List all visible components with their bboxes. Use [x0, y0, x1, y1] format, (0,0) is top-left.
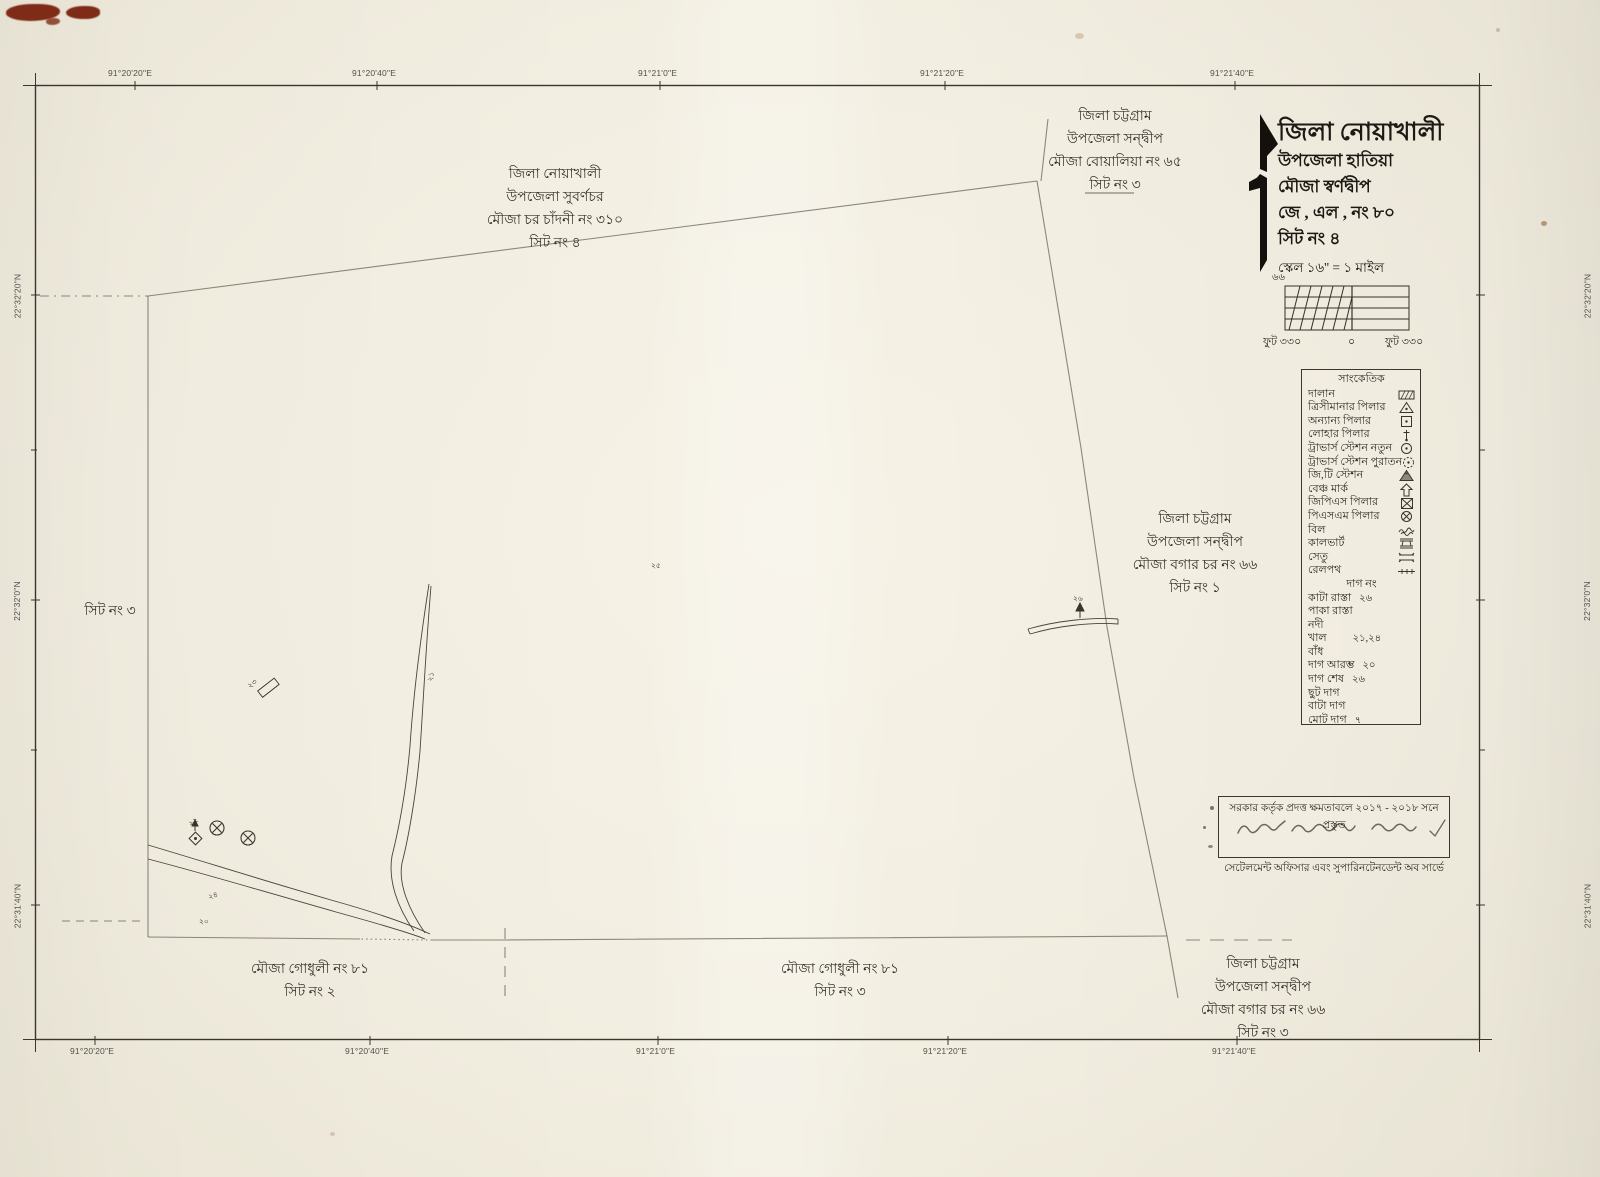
- coord-label-top: 91°20'20"E: [108, 68, 153, 78]
- boundary-south-dotted: [360, 939, 432, 940]
- legend-row: সেতু: [1308, 551, 1415, 565]
- title-district: জিলা নোয়াখালী: [1278, 119, 1444, 146]
- gps-pillar-icon: [1398, 497, 1415, 510]
- legend-dag-row: পাকা রাস্তা: [1308, 605, 1353, 618]
- scalebar-left-label: ফুট ৩৩০: [1263, 336, 1302, 348]
- title-jl-no: জে , এল , নং ৮০: [1278, 203, 1396, 222]
- legend-box: [1301, 369, 1421, 725]
- traverse-station-old-icon: [1402, 456, 1415, 469]
- building-symbol: [258, 678, 279, 697]
- signature-block: [1218, 796, 1450, 874]
- coord-label-bottom: 91°20'40"E: [345, 1046, 390, 1056]
- plot-number: ২০: [199, 917, 209, 926]
- coord-label-top: 91°21'0"E: [638, 68, 678, 78]
- legend-row: ট্রাভার্স স্টেশন পুরাতন: [1308, 456, 1415, 470]
- legend-dag-row: মোট দাগ ৭: [1308, 713, 1362, 726]
- coord-label-bottom: 91°21'20"E: [923, 1046, 968, 1056]
- title-scale: স্কেল ১৬'' = ১ মাইল: [1278, 260, 1385, 275]
- bench-mark-symbol: [1076, 603, 1084, 618]
- neighbor-label-top-left: জিলা নোয়াখালী উপজেলা সুবর্ণচর মৌজা চর চাঁদনী নং ৩১০ সিট নং ৪: [486, 167, 624, 251]
- railway-icon: [1398, 567, 1415, 576]
- iron-pillar-icon: [1398, 429, 1415, 442]
- boundary-south-solid-2: [148, 937, 360, 939]
- gt-station-icon: [1398, 469, 1415, 482]
- title-block: [1278, 118, 1498, 280]
- legend-row: কালভার্ট: [1308, 537, 1415, 551]
- boundary-south-solid-1: [432, 936, 1167, 940]
- neighbor-label-south-west: মৌজা গোধুলী নং ৮১ সিট নং ২: [250, 962, 370, 1000]
- khal-24: [148, 845, 430, 939]
- neighbor-label-south-mid: মৌজা গোধুলী নং ৮১ সিট নং ৩: [780, 962, 900, 1000]
- bench-mark-icon: [1398, 483, 1415, 497]
- culvert-icon: [1398, 537, 1415, 550]
- legend-title: সাংকেতিক: [1338, 373, 1385, 385]
- plot-number: ২৬: [1073, 594, 1083, 603]
- coord-label-bottom: 91°21'40"E: [1212, 1046, 1257, 1056]
- legend-dag-row: খাল ২১,২৪: [1308, 632, 1382, 645]
- coord-label-left: 22°31'40"N: [12, 883, 23, 929]
- signature-space: [1219, 835, 1449, 861]
- coord-label-left: 22°32'20"N: [12, 273, 23, 319]
- title-sheet-no: সিট নং ৪: [1278, 229, 1341, 248]
- tri-boundary-pillar-icon: [1398, 401, 1415, 414]
- psm-pillar-symbol: [210, 821, 255, 845]
- legend-row: দালান: [1308, 388, 1415, 402]
- coord-label-right: 22°32'20"N: [1582, 273, 1593, 319]
- building-hatch-icon: [1398, 389, 1415, 400]
- plot-number: ২৫: [651, 561, 661, 570]
- coord-label-top: 91°21'20"E: [920, 68, 965, 78]
- legend-row: পিএসএম পিলার: [1308, 510, 1415, 524]
- coord-label-left: 22°32'0"N: [11, 581, 22, 621]
- scalebar-right-label: ফুট ৩৩০: [1385, 336, 1424, 348]
- legend-row: জি,টি স্টেশন: [1308, 469, 1415, 483]
- neighbor-label-east: জিলা চট্টগ্রাম উপজেলা সন্দ্বীপ মৌজা বগার চর নং ৬৬ সিট নং ১: [1132, 512, 1258, 596]
- legend-dag-row: ছুট দাগ: [1308, 686, 1340, 699]
- scalebar-zero-label: ০: [1348, 336, 1356, 348]
- neighbor-label-south-east: জিলা চট্টগ্রাম উপজেলা সন্দ্বীপ মৌজা বগার চর নং ৬৬ সিট নং ৩: [1200, 957, 1326, 1041]
- neighbor-label-west-sheet: সিট নং ৩: [84, 604, 136, 619]
- legend-dag-heading: দাগ নং: [1346, 577, 1377, 590]
- diagonal-scale-bar: [1285, 286, 1409, 330]
- legend-dag-row: কাটা রাস্তা ২৬: [1308, 591, 1373, 604]
- psm-pillar-icon: [1398, 510, 1415, 523]
- plot-number: ২১: [425, 670, 437, 683]
- legend-row: ত্রিসীমানার পিলার: [1308, 401, 1415, 415]
- legend-row: বিল: [1308, 524, 1415, 538]
- plot-number: ২৩: [245, 676, 259, 691]
- legend-dag-row: দাগ আরম্ভ ২০: [1308, 659, 1376, 672]
- signature-authority-line: সরকার কর্তৃক প্রদত্ত ক্ষমতাবলে ২০১৭ - ২০১৮ সনে প্রস্তুত: [1229, 803, 1439, 831]
- coord-label-top: 91°20'40"E: [352, 68, 397, 78]
- plot-number: ২৪: [207, 889, 220, 902]
- legend-row: রেলপথ: [1308, 564, 1415, 578]
- coord-label-bottom: 91°20'20"E: [70, 1046, 115, 1056]
- coord-label-top: 91°21'40"E: [1210, 68, 1255, 78]
- title-upazila: উপজেলা হাতিয়া: [1278, 151, 1394, 170]
- coord-label-bottom: 91°21'0"E: [636, 1046, 676, 1056]
- legend-dag-row: বাটা দাগ: [1308, 700, 1346, 713]
- scalebar-top-label: ৬৬: [1272, 272, 1286, 283]
- legend-row: অন্যান্য পিলার: [1308, 415, 1415, 429]
- legend-row: বেঞ্চ মার্ক: [1308, 483, 1415, 497]
- legend-dag-row: নদী: [1308, 618, 1324, 631]
- legend-row: ট্রাভার্স স্টেশন নতুন: [1308, 442, 1415, 456]
- title-mouza: মৌজা স্বর্ণদ্বীপ: [1278, 177, 1371, 196]
- neighbor-label-top-mid: জিলা চট্টগ্রাম উপজেলা সন্দ্বীপ মৌজা বোয়ালিয়া নং ৬৫ সিট নং ৩: [1048, 109, 1182, 193]
- boundary-pillar-symbol: [189, 832, 202, 845]
- legend-row: জিপিএস পিলার: [1308, 496, 1415, 510]
- cut-road-26: [1028, 618, 1118, 634]
- title-block-bracket: [1236, 112, 1282, 277]
- signature-designation-line: সেটেলমেন্ট অফিসার এবং সুপারিনটেনডেন্ট অব সার্ভে: [1224, 863, 1444, 874]
- other-pillar-icon: [1398, 415, 1415, 428]
- plot-number: ২২: [186, 814, 200, 829]
- legend-dag-row: বাঁধ: [1308, 645, 1324, 658]
- traverse-station-new-icon: [1398, 442, 1415, 455]
- legend-dag-row: দাগ শেষ ২৬: [1308, 673, 1365, 686]
- khal-21: [391, 584, 431, 933]
- coord-label-right: 22°32'0"N: [1581, 581, 1592, 621]
- bridge-icon: [1398, 552, 1415, 563]
- legend-row: লোহার পিলার: [1308, 428, 1415, 442]
- coord-label-right: 22°31'40"N: [1582, 883, 1593, 929]
- beel-icon: [1398, 525, 1415, 536]
